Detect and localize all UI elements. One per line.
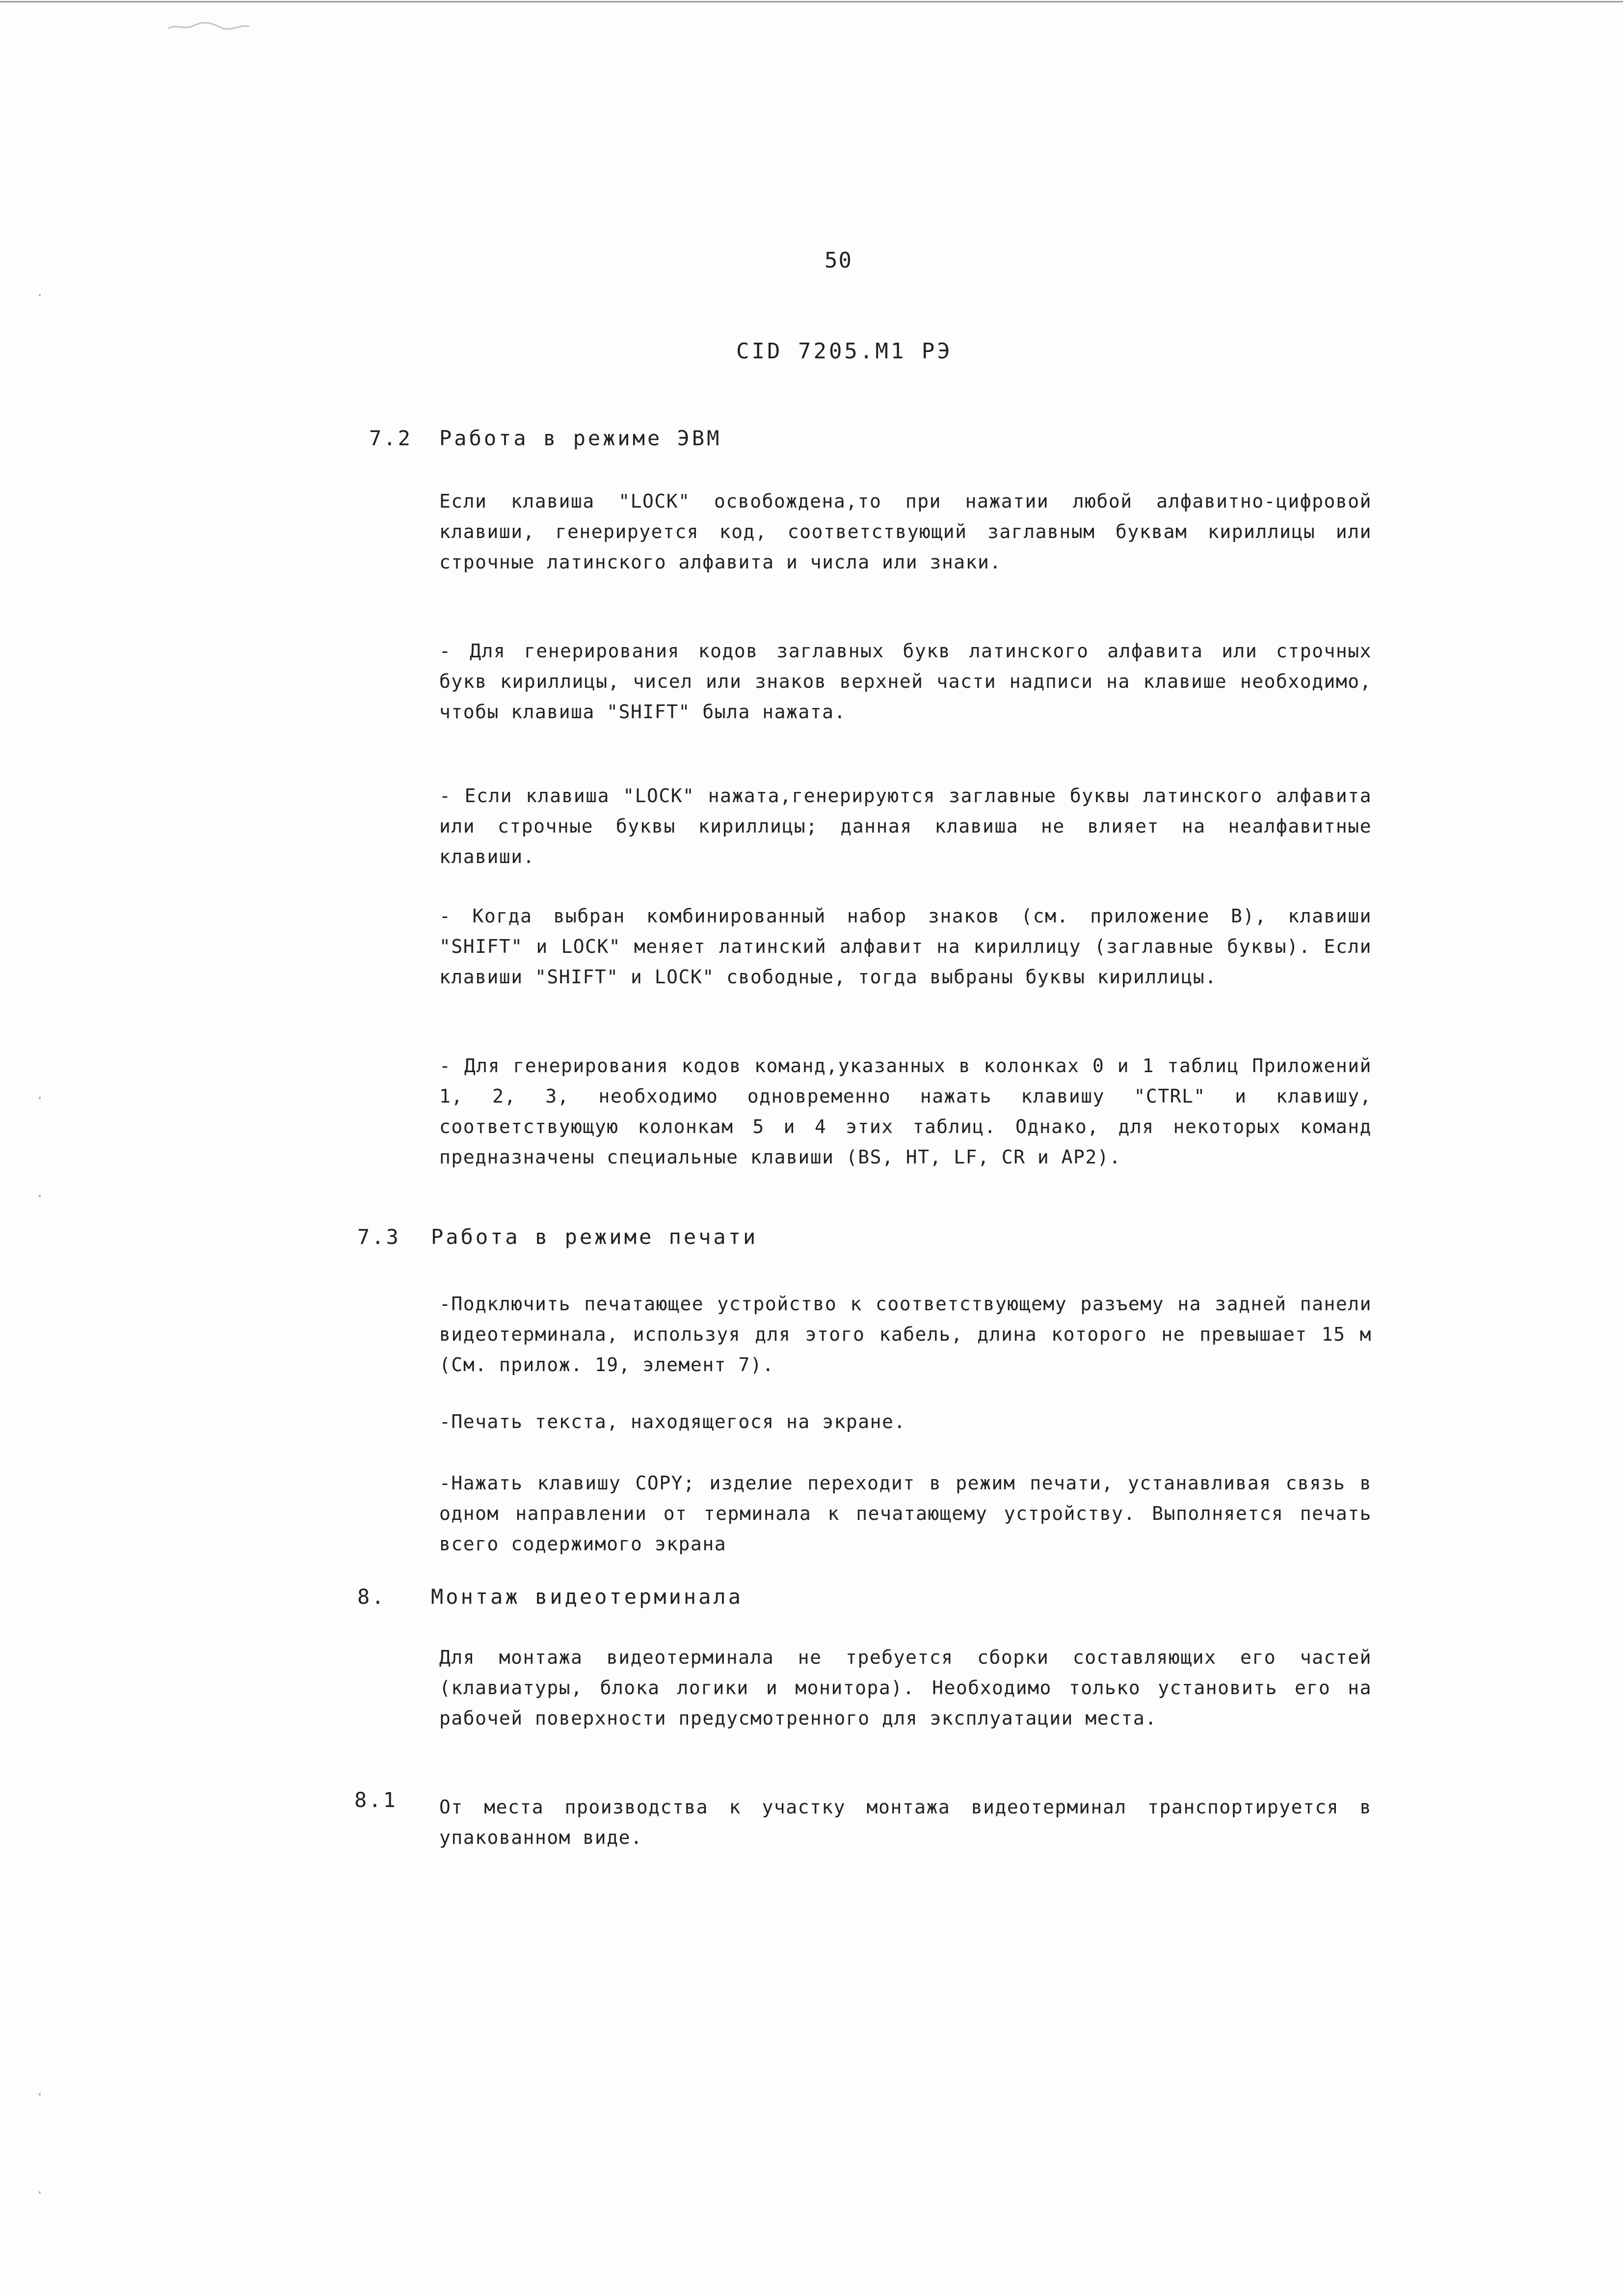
page-top-edge xyxy=(0,1,1623,2)
margin-mark: · xyxy=(35,1090,45,1107)
paragraph: Если клавиша "LOCK" освобождена,то при нажатии любой алфавитно-цифровой клавиши, генерируется код, соответствующий заглавным буквам кириллицы или строчные латинского алфавита и числа или знаки. xyxy=(439,490,1372,573)
section-title: Работа в режиме ЭВМ xyxy=(439,426,722,450)
margin-mark: · xyxy=(35,1188,45,1205)
paragraph: -Подключить печатающее устройство к соответствующему разъему на задней панели видеотерминала, используя для этого кабель, длина которого не превышает 15 м (См. прилож. 19, элемент 7). xyxy=(439,1293,1372,1376)
section-title: Монтаж видеотерминала xyxy=(431,1585,744,1609)
section-number: 7.2 xyxy=(369,426,412,450)
paragraph: От места производства к участку монтажа видеотерминал транспортируется в упакованном виде. xyxy=(439,1796,1372,1848)
margin-mark: · xyxy=(35,2086,45,2104)
section-number: 7.3 xyxy=(357,1225,400,1249)
paragraph: -Нажать клавишу COPY; изделие переходит в режим печати, устанавливая связь в одном направлении от терминала к печатающему устройству. Выполняется печать всего содержимого экрана xyxy=(439,1472,1372,1555)
paragraph: - Когда выбран комбинированный набор знаков (см. приложение В), клавиши "SHIFT" и LOCK" меняет латинский алфавит на кириллицу (заглавные буквы). Если клавиши "SHIFT" и LOCK" свободные, тогда выбраны буквы кириллицы. xyxy=(439,905,1372,988)
document-code: CID 7205.M1 РЭ xyxy=(736,339,953,364)
page-number: 50 xyxy=(825,248,852,273)
margin-mark: · xyxy=(35,2185,45,2202)
paragraph: - Для генерирования кодов команд,указанных в колонках 0 и 1 таблиц Приложений 1, 2, 3, необходимо одновременно нажать клавишу "CTRL" и клавишу, соответствующую колонкам 5 и 4 этих таблиц. Однако, для некоторых команд предназначены специальные клавиши (BS, HT, LF, CR и AP2). xyxy=(439,1055,1372,1168)
paragraph: - Если клавиша "LOCK" нажата,генерируются заглавные буквы латинского алфавита или строчные буквы кириллицы; данная клавиша не влияет на неалфавитные клавиши. xyxy=(439,785,1372,867)
margin-scribble xyxy=(167,19,250,33)
section-title: Работа в режиме печати xyxy=(431,1225,758,1249)
section-number: 8. xyxy=(357,1585,386,1609)
margin-mark: · xyxy=(35,287,45,304)
paragraph: Для монтажа видеотерминала не требуется сборки составляющих его частей (клавиатуры, блока логики и монитора). Необходимо только установить его на рабочей поверхности предусмотренного для эксплуатации места. xyxy=(439,1647,1372,1729)
paragraph: - Для генерирования кодов заглавных букв латинского алфавита или строчных букв кириллицы, чисел или знаков верхней части надписи на клавише необходимо, чтобы клавиша "SHIFT" была нажата. xyxy=(439,640,1372,723)
section-number: 8.1 xyxy=(354,1788,398,1812)
paragraph: -Печать текста, находящегося на экране. xyxy=(439,1411,906,1432)
